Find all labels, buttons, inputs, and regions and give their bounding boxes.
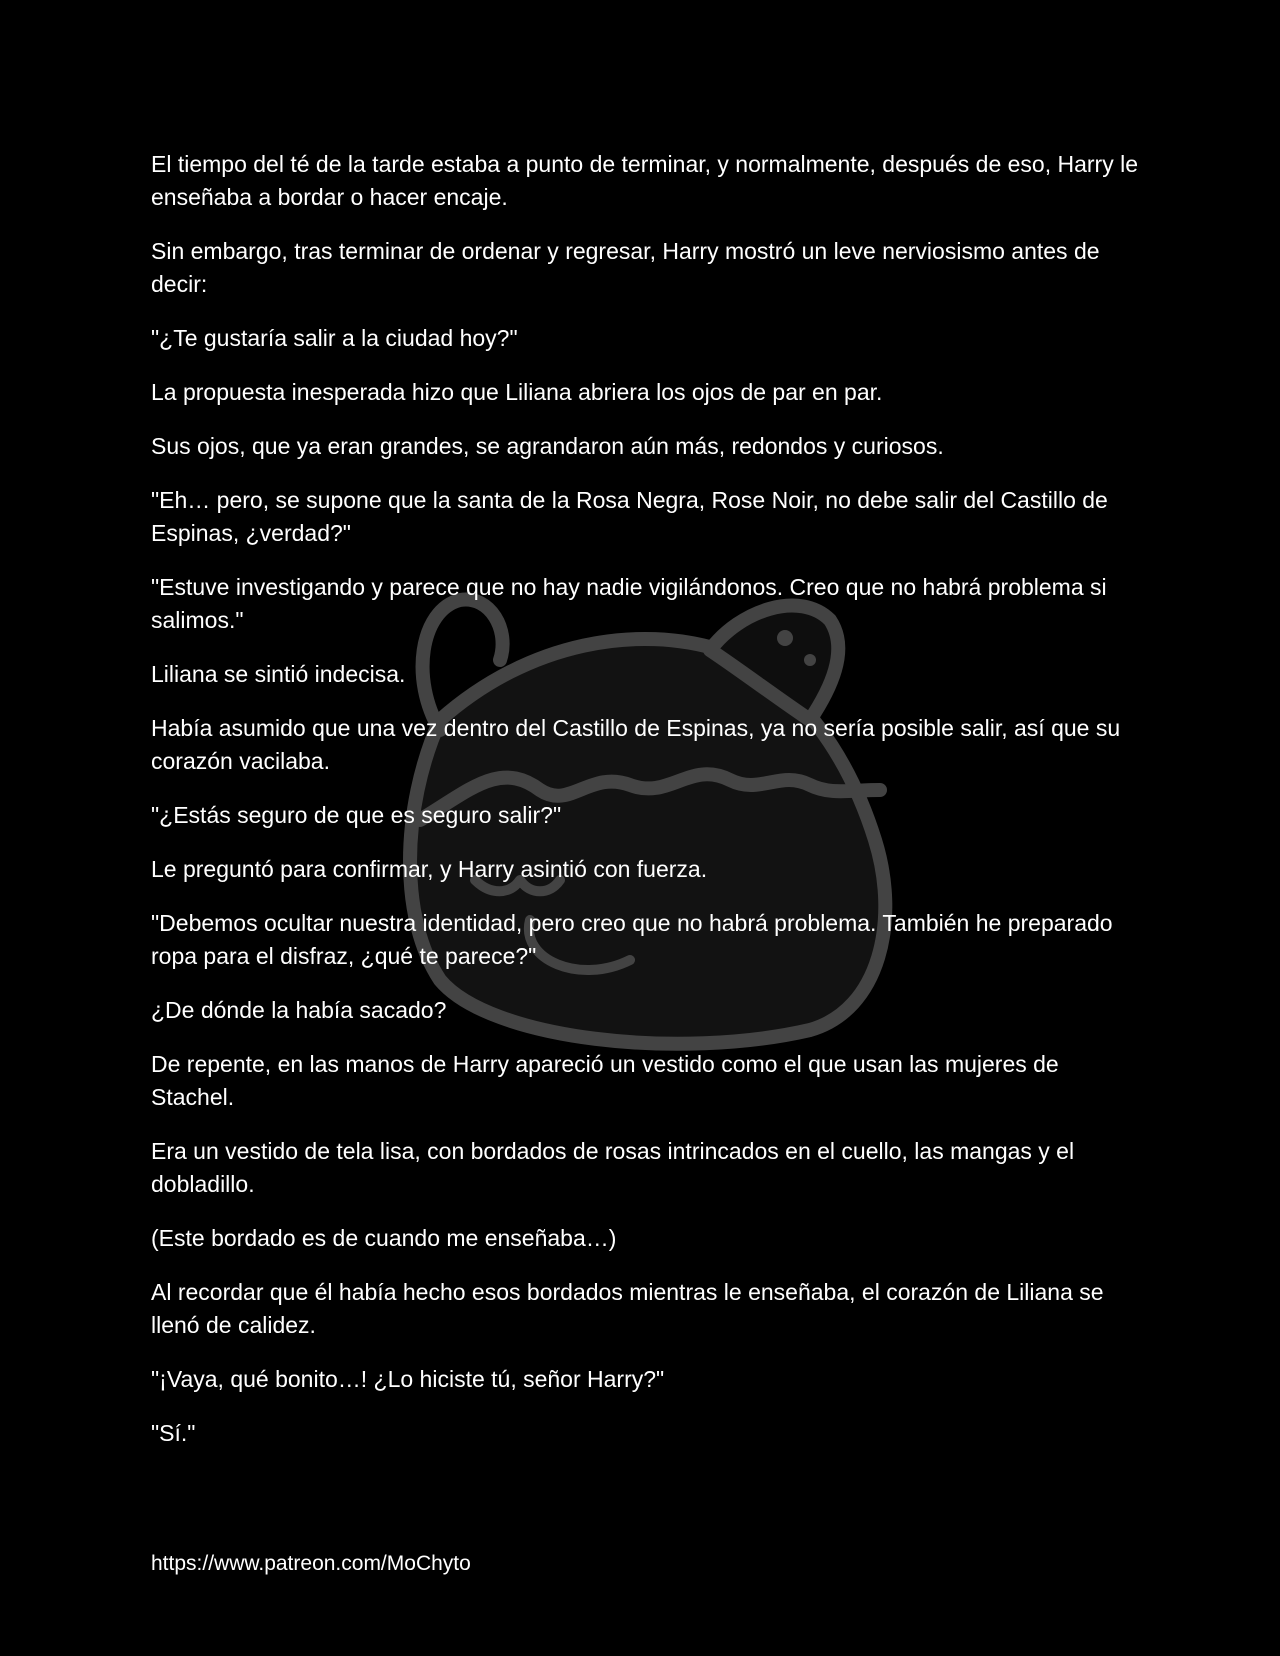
paragraph: ¿De dónde la había sacado? bbox=[151, 997, 447, 1023]
paragraph: "¿Te gustaría salir a la ciudad hoy?" bbox=[151, 325, 518, 351]
paragraph: "¡Vaya, qué bonito…! ¿Lo hiciste tú, señor Harry?" bbox=[151, 1366, 665, 1392]
paragraph: El tiempo del té de la tarde estaba a punto de terminar, y normalmente, después de eso, Harry le enseñaba a bordar o hacer encaje. bbox=[151, 151, 1139, 210]
patreon-link[interactable]: https://www.patreon.com/MoChyto bbox=[151, 1552, 471, 1575]
paragraph: Al recordar que él había hecho esos bordados mientras le enseñaba, el corazón de Liliana se llenó de calidez. bbox=[151, 1279, 1104, 1338]
paragraph: La propuesta inesperada hizo que Liliana abriera los ojos de par en par. bbox=[151, 379, 883, 405]
paragraph: "Estuve investigando y parece que no hay nadie vigilándonos. Creo que no habrá problema si salimos." bbox=[151, 574, 1107, 633]
paragraph: De repente, en las manos de Harry apareció un vestido como el que usan las mujeres de Stachel. bbox=[151, 1051, 1059, 1110]
story-text bbox=[151, 148, 1141, 1471]
paragraph: Liliana se sintió indecisa. bbox=[151, 661, 406, 687]
paragraph: Había asumido que una vez dentro del Castillo de Espinas, ya no sería posible salir, así que su corazón vacilaba. bbox=[151, 715, 1121, 774]
paragraph: "Eh… pero, se supone que la santa de la Rosa Negra, Rose Noir, no debe salir del Castillo de Espinas, ¿verdad?" bbox=[151, 487, 1108, 546]
paragraph: "¿Estás seguro de que es seguro salir?" bbox=[151, 802, 562, 828]
paragraph: Sin embargo, tras terminar de ordenar y regresar, Harry mostró un leve nerviosismo antes de decir: bbox=[151, 238, 1100, 297]
paragraph: "Sí." bbox=[151, 1420, 196, 1446]
paragraph: Era un vestido de tela lisa, con bordados de rosas intrincados en el cuello, las mangas y el dobladillo. bbox=[151, 1138, 1075, 1197]
paragraph: Le preguntó para confirmar, y Harry asintió con fuerza. bbox=[151, 856, 708, 882]
paragraph: (Este bordado es de cuando me enseñaba…) bbox=[151, 1225, 617, 1251]
paragraph: Sus ojos, que ya eran grandes, se agrandaron aún más, redondos y curiosos. bbox=[151, 433, 944, 459]
paragraph: "Debemos ocultar nuestra identidad, pero creo que no habrá problema. También he preparado ropa para el disfraz, ¿qué te parece?" bbox=[151, 910, 1113, 969]
